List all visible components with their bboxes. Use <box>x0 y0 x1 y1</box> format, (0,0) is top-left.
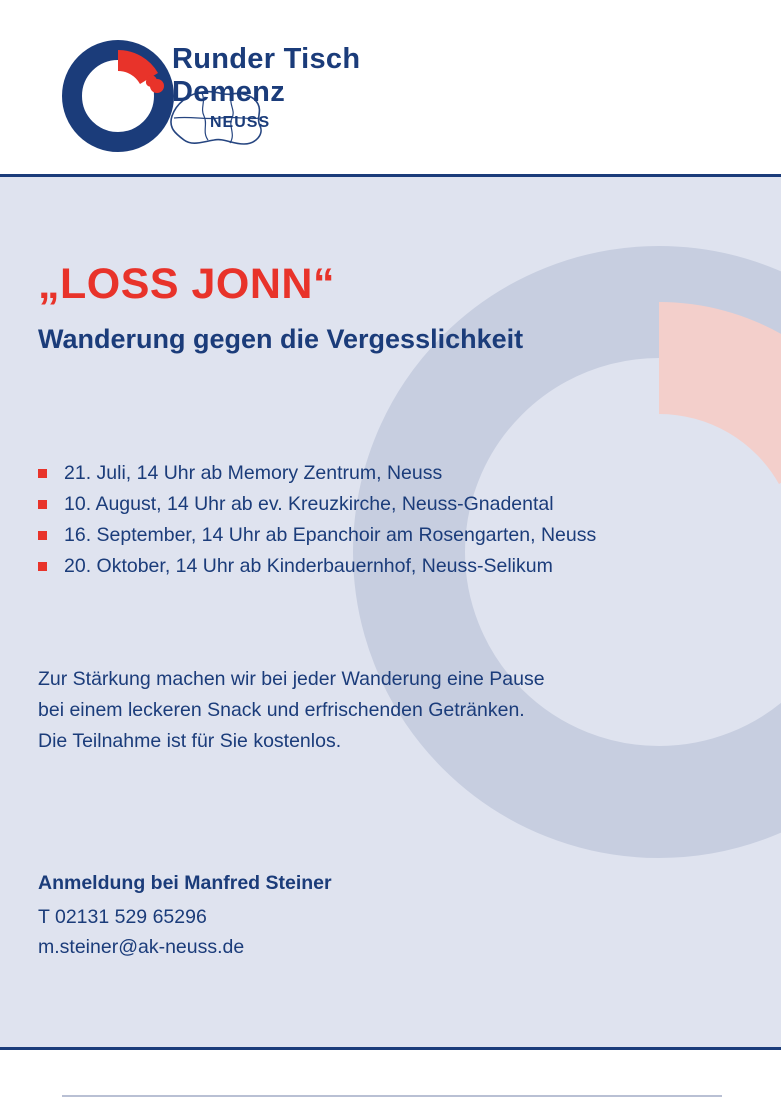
info-paragraph <box>38 664 545 757</box>
list-item-label: 20. Oktober, 14 Uhr ab Kinderbauernhof, Neuss-Selikum <box>64 555 553 577</box>
square-bullet-icon <box>38 562 47 571</box>
logo-city: NEUSS <box>210 114 271 131</box>
list-item <box>38 458 596 489</box>
square-bullet-icon <box>38 469 47 478</box>
list-item <box>38 551 596 582</box>
list-item <box>38 520 596 551</box>
contact-email[interactable]: m.steiner@ak-neuss.de <box>38 936 245 958</box>
flyer-panel <box>0 174 781 1050</box>
flyer-content <box>0 174 781 1050</box>
list-item <box>38 489 596 520</box>
contact-block <box>38 868 332 962</box>
event-date-list <box>38 458 596 582</box>
footer-divider <box>62 1095 722 1097</box>
list-item-label: 16. September, 14 Uhr ab Epanchoir am Rosengarten, Neuss <box>64 524 597 546</box>
info-line: Die Teilnahme ist für Sie kostenlos. <box>38 730 342 752</box>
list-item-label: 10. August, 14 Uhr ab ev. Kreuzkirche, Neuss-Gnadental <box>64 493 554 515</box>
logo <box>62 28 362 146</box>
page-subtitle: Wanderung gegen die Vergesslichkeit <box>38 324 524 354</box>
square-bullet-icon <box>38 500 47 509</box>
page-title: „LOSS JONN“ <box>38 260 335 308</box>
square-bullet-icon <box>38 531 47 540</box>
page-header <box>0 0 781 166</box>
neuss-map-outline-icon <box>158 86 278 150</box>
page-footer <box>0 1050 781 1108</box>
info-line: bei einem leckeren Snack und erfrischenden Getränken. <box>38 699 525 721</box>
logo-line-2: Demenz <box>172 76 285 108</box>
list-item-label: 21. Juli, 14 Uhr ab Memory Zentrum, Neuss <box>64 462 443 484</box>
info-line: Zur Stärkung machen wir bei jeder Wanderung eine Pause <box>38 668 545 690</box>
logo-line-1: Runder Tisch <box>172 43 361 75</box>
contact-heading: Anmeldung bei Manfred Steiner <box>38 872 332 894</box>
contact-phone: T 02131 529 65296 <box>38 906 207 928</box>
